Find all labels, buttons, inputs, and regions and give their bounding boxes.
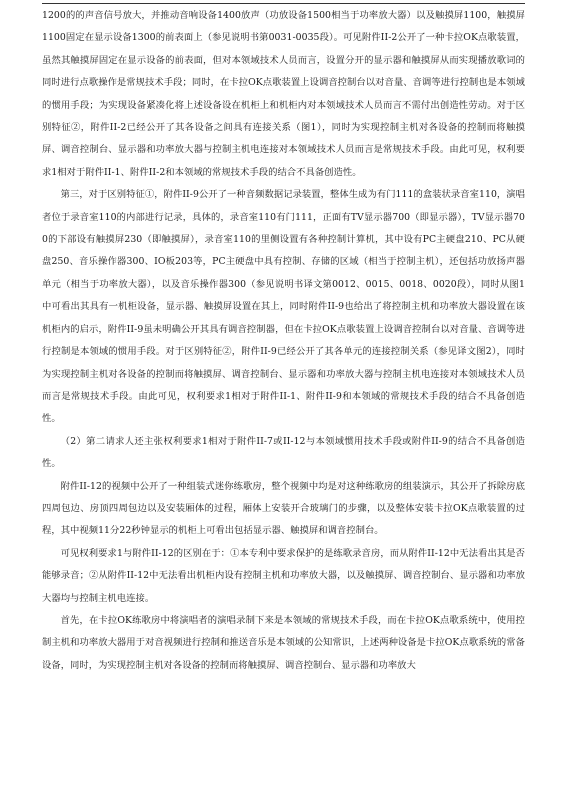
top-rule	[42, 3, 525, 4]
paragraph-1: 1200的的声音信号放大，并推动音响设备1400放声（功放设备1500相当于功率放大器）以及触摸屏1100，触摸屏1100固定在显示设备1300的前表面上（参见说明书第0031-0035段）。可见附件II-2公开了一种卡拉OK点歌装置，虽然其触摸屏固定在显示设备的前表面，但对本领域技术人员而言，设置分开的显示器和触摸屏从而实现播放歌词的同时进行点歌操作是常规技术手段；同时，在卡拉OK点歌装置上设调音控制台以对音量、音调等进行控制也是本领域的惯用手段；为实现设备紧凑化将上述设备设在机柜上和机柜内对本领域技术人员而言不需付出创造性劳动。对于区别特征②，附件II-2已经公开了其各设备之间具有连接关系（图1），同时为实现控制主机对各设备的控制而将触摸屏、调音控制台、显示器和功率放大器与控制主机电连接对本领域技术人员而言是常规技术手段。由此可见，权利要求1相对于附件II-1、附件II-2和本领域的常规技术手段的结合不具备创造性。	[42, 10, 525, 178]
paragraph-2: 第三，对于区别特征①，附件II-9公开了一种音频数据记录装置，整体生成为有门111的盒装状录音室110，演唱者位于录音室110的内部进行记录，具体的，录音室110有门111，正面有TV显示器700（即显示器），TV显示器700的下部设有触摸屏230（即触摸屏），录音室110的里侧设置有各种控制计算机，其中设有PC主硬盘210、PC从硬盘250、音乐操作器300、IO板203等，PC主硬盘中具有控制、存储的区域（相当于控制主机），还包括功放扬声器单元（相当于功率放大器），以及音乐操作器300（参见说明书译文第0012、0015、0018、0020段），同时从图1中可看出其具有一机柜设备，显示器、触摸屏设置在其上，同时附件II-9也给出了将控制主机和功率放大器设置在该机柜内的启示，附件II-9虽未明确公开其具有调音控制器，但在卡拉OK点歌装置上设调音控制台以对音量、音调等进行控制是本领域的惯用手段。对于区别特征②，附件II-9已经公开了其各单元的连接控制关系（参见译文图2），同时为实现控制主机对各设备的控制而将触摸屏、调音控制台、显示器和功率放大器与控制主机电连接对本领域技术人员而言是常规技术手段。由此可见，权利要求1相对于附件II-1、附件II-9和本领域的常规技术手段的结合不具备创造性。	[42, 189, 525, 425]
paragraph-6: 首先，在卡拉OK练歌房中将演唱者的演唱录制下来是本领域的常规技术手段，而在卡拉OK点歌系统中，使用控制主机和功率放大器用于对音视频进行控制和推送音乐是本领域的公知常识，上述两种设备是卡拉OK点歌系统的常备设备，同时，为实现控制主机对各设备的控制而将触摸屏、调音控制台、显示器和功率放大	[42, 614, 525, 671]
paragraph-5: 可见权利要求1与附件II-12的区别在于：①本专利中要求保护的是练歌录音房，而从附件II-12中无法看出其是否能够录音；②从附件II-12中无法看出机柜内设有控制主机和功率放大器，以及触摸屏、调音控制台、显示器和功率放大器均与控制主机电连接。	[42, 547, 525, 604]
paragraph-4: 附件II-12的视频中公开了一种组装式迷你练歌房，整个视频中均是对这种练歌房的组装演示，其公开了拆除房底四周包边、房顶四周包边以及安装厢体的过程，厢体上安装开合玻璃门的步骤，以及整体安装卡拉OK点歌装置的过程，其中视频11分22秒钟显示的机柜上可看出包括显示器、触摸屏和调音控制台。	[42, 480, 525, 537]
paragraph-3: （2）第二请求人还主张权利要求1相对于附件II-7或II-12与本领域惯用技术手段或附件II-9的结合不具备创造性。	[42, 435, 525, 470]
